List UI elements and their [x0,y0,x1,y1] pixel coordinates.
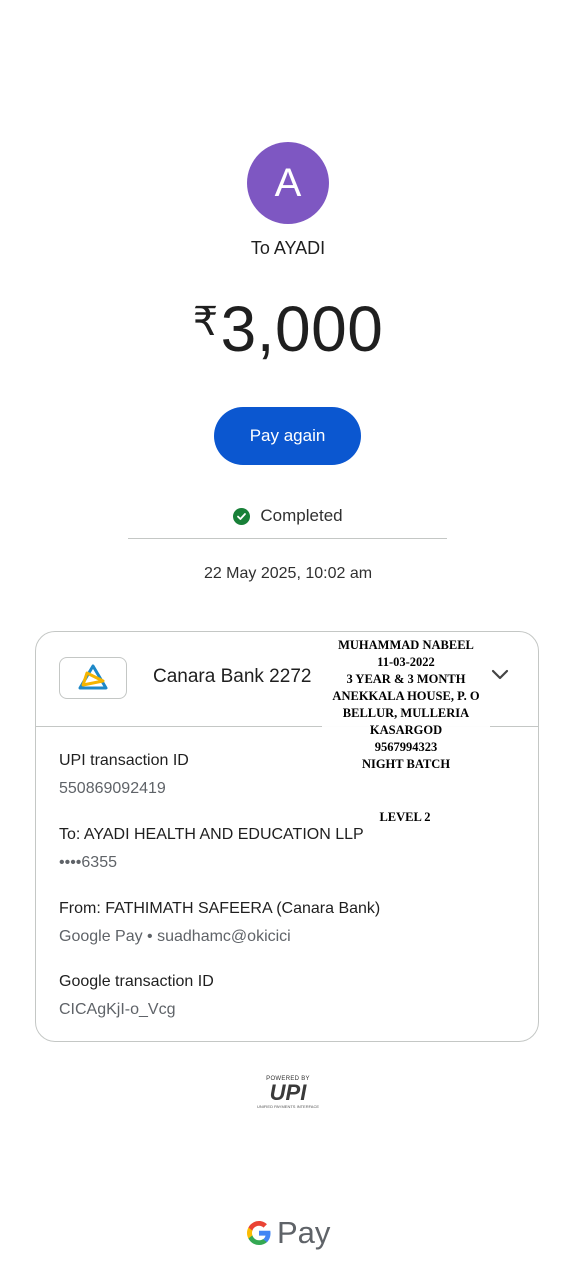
amount [0,292,576,366]
detail-label: From: FATHIMATH SAFEERA (Canara Bank) [59,900,381,917]
level-note: LEVEL 2 [379,810,431,824]
recipient-name: To AYADI [250,238,326,258]
upi-logo [250,1076,326,1109]
pay-wordmark: Pay [277,1215,331,1250]
note-line: MUHAMMAD NABEEL [338,638,474,652]
upi-subtitle: UNIFIED PAYMENTS INTERFACE [256,1104,320,1109]
upi-transaction-id-row [59,752,189,798]
detail-value[interactable]: 550869092419 [59,780,166,797]
note-line: 3 YEAR & 3 MONTH [346,672,466,686]
note-line: BELLUR, MULLERIA [342,706,470,720]
google-transaction-id-row [59,973,214,1019]
recipient-avatar [247,142,329,224]
note-line: ANEKKALA HOUSE, P. O [332,689,480,703]
student-info-note [322,637,490,773]
detail-label: Google transaction ID [59,973,214,990]
canara-bank-logo [59,657,127,699]
upi-mark: UPI [269,1080,307,1105]
note-line: 9567994323 [374,740,438,754]
currency-symbol: ₹ [192,300,219,344]
amount-value: 3,000 [220,293,384,365]
detail-value: ••••6355 [59,854,117,871]
upi-powered-by: POWERED BY [266,1076,310,1082]
google-pay-logo [244,1215,334,1251]
divider [128,538,447,539]
note-line: NIGHT BATCH [361,757,451,771]
detail-value[interactable]: CICAgKjI-o_Vcg [59,1001,176,1018]
google-g-icon [244,1218,274,1248]
from-account-row [59,900,380,946]
chevron-down-icon[interactable] [490,668,510,687]
note-line: 11-03-2022 [377,655,435,669]
detail-label: UPI transaction ID [59,752,189,769]
avatar-letter: A [274,160,302,205]
detail-value: Google Pay • suadhamc@okicici [59,928,291,945]
status-text: Completed [260,506,343,525]
transaction-date: 22 May 2025, 10:02 am [203,565,373,582]
check-circle-icon [233,508,250,525]
detail-label: To: AYADI HEALTH AND EDUCATION LLP [59,826,364,843]
pay-again-button[interactable]: Pay again [214,407,361,465]
bank-name: Canara Bank 2272 [153,666,312,687]
note-line: KASARGOD [369,723,443,737]
transaction-status [0,506,576,526]
to-account-row [59,826,364,872]
